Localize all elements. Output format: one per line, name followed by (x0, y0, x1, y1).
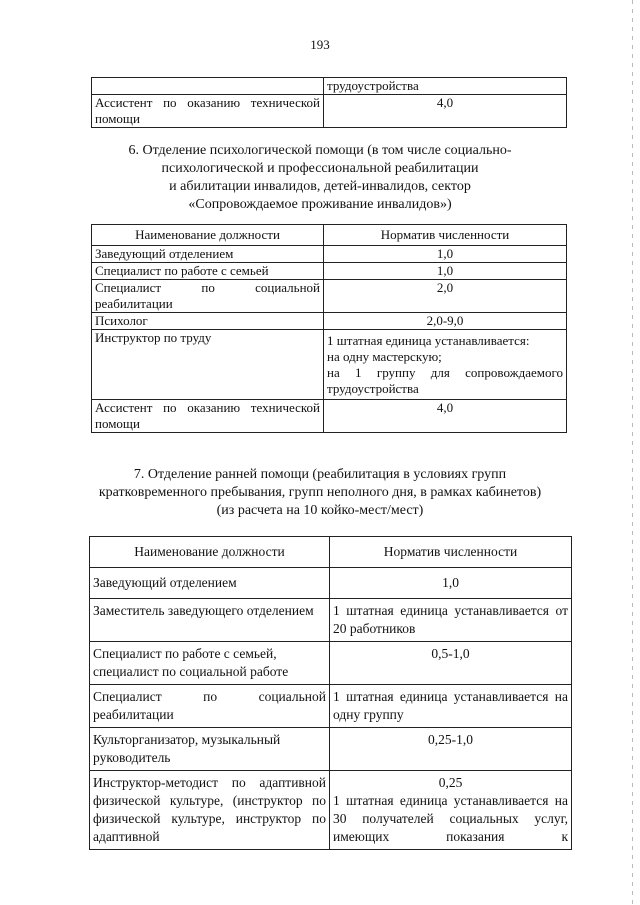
table-row (90, 771, 572, 850)
position-cell: Специалист по социальной реабилитации (92, 280, 324, 313)
norm-cell: 4,0 (324, 95, 567, 128)
norm-line: 0,25 (438, 775, 463, 790)
norm-cell: 1,0 (330, 568, 572, 599)
norm-cell: 1,0 (324, 263, 567, 280)
position-cell: Специалист по социальной реабилитации (90, 685, 330, 728)
norm-line: на 1 группу для сопровождаемого трудоустройства (327, 365, 563, 396)
position-cell (92, 78, 324, 95)
position-cell: Заместитель заведующего отделением (90, 599, 330, 642)
section-6-title-line: 6. Отделение психологической помощи (в том числе социально- (128, 143, 512, 158)
continuation-table (91, 77, 567, 128)
position-cell: Инструктор-методист по адаптивной физической культуре, (инструктор по физической культуре, инструктор по адаптивной (90, 771, 330, 850)
norm-cell: 4,0 (324, 400, 567, 433)
norm-cell: 1,0 (324, 246, 567, 263)
position-cell: Ассистент по оказанию технической помощи (92, 400, 324, 433)
table-row (90, 728, 572, 771)
table-row (92, 246, 567, 263)
norm-line: 1 штатная единица устанавливается на 30 получателей социальных услуг, имеющих показания к (333, 793, 568, 844)
section-7-title (40, 466, 600, 520)
norm-cell: 1 штатная единица устанавливается на одну группу (330, 685, 572, 728)
norm-cell: 0,25-1,0 (330, 728, 572, 771)
table-row (92, 280, 567, 313)
norm-cell: 2,0 (324, 280, 567, 313)
table-row (92, 330, 567, 400)
position-cell: Ассистент по оказанию технической помощи (92, 95, 324, 128)
norm-line: на одну мастерскую; (327, 349, 442, 364)
norm-cell (324, 330, 567, 400)
page-number: 193 (310, 37, 330, 52)
table-header-row (92, 225, 567, 246)
section-6-title-line: и абилитации инвалидов, детей-инвалидов, сектор (169, 179, 471, 194)
norm-cell: трудоустройства (324, 78, 567, 95)
table-row (90, 685, 572, 728)
norm-cell: 2,0-9,0 (324, 313, 567, 330)
section-7-table (89, 536, 572, 850)
section-6-title (60, 142, 580, 214)
position-cell: Специалист по работе с семьей (92, 263, 324, 280)
position-cell: Инструктор по труду (92, 330, 324, 400)
section-7-title-line: кратковременного пребывания, групп неполного дня, в рамках кабинетов) (98, 485, 542, 500)
table-row (90, 568, 572, 599)
section-7-title-line: (из расчета на 10 койко-мест/мест) (216, 503, 424, 518)
column-header-norm: Норматив численности (324, 225, 567, 246)
norm-cell: 1 штатная единица устанавливается от 20 работников (330, 599, 572, 642)
table-row (92, 400, 567, 433)
section-6-table (91, 224, 567, 433)
position-cell: Специалист по работе с семьей, специалист по социальной работе (90, 642, 330, 685)
scan-edge-divider (632, 0, 633, 905)
column-header-position: Наименование должности (90, 537, 330, 568)
table-row (92, 263, 567, 280)
table-row (90, 599, 572, 642)
table-row (92, 313, 567, 330)
table-header-row (90, 537, 572, 568)
section-7-title-line: 7. Отделение ранней помощи (реабилитация в условиях групп (133, 467, 507, 482)
position-cell: Заведующий отделением (90, 568, 330, 599)
norm-cell: 0,5-1,0 (330, 642, 572, 685)
position-cell: Заведующий отделением (92, 246, 324, 263)
norm-line: 1 штатная единица устанавливается: (327, 333, 530, 348)
position-cell: Психолог (92, 313, 324, 330)
section-6-title-line: психологической и профессиональной реабилитации (161, 161, 479, 176)
table-row (90, 642, 572, 685)
position-cell: Культорганизатор, музыкальный руководитель (90, 728, 330, 771)
column-header-position: Наименование должности (92, 225, 324, 246)
table-row (92, 78, 567, 95)
norm-cell (330, 771, 572, 850)
table-row (92, 95, 567, 128)
column-header-norm: Норматив численности (330, 537, 572, 568)
section-6-title-line: «Сопровождаемое проживание инвалидов») (188, 197, 452, 212)
